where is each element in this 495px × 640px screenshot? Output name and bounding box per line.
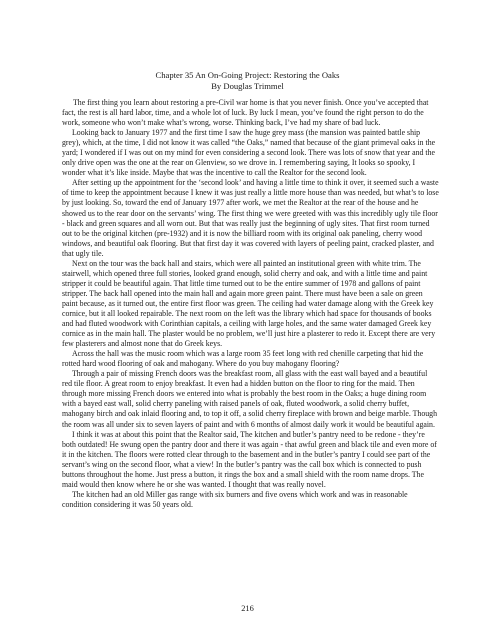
chapter-header [0, 70, 495, 92]
paragraph: Through a pair of missing French doors was the breakfast room, all glass with the east wall bayed and a beautiful red tile floor. A great room to enjoy breakfast. It even had a hidden button on the floor to ring for the maid. Then through more missing French doors we entered into what is probably the best room in the Oaks; a huge dining room with a bayed east wall, solid cherry paneling with raised panels of oak, fluted woodwork, a solid cherry buffet, mahogany birch and oak inlaid flooring and, to top it off, a solid cherry fireplace with brown and beige marble. Though the room was all under six to seven layers of paint and with 6 months of almost daily work it would be beautiful again. [62, 369, 438, 429]
paragraph: After setting up the appointment for the ‘second look’ and having a little time to think it over, it seemed such a waste of time to keep the appointment because I knew it was just really a little more house than was needed, but what’s to lose by just looking. So, toward the end of January 1977 after work, we met the Realtor at the rear of the house and he showed us to the rear door on the servants’ wing. The first thing we were greeted with was this incredibly ugly tile floor - black and green squares and all worn out. But that was really just the beginning of ugly sites. That first room turned out to be the original kitchen (pre-1932) and it is now the billiard room with its original oak paneling, cherry wood windows, and beautiful oak flooring. But that first day it was covered with layers of peeling paint, cracked plaster, and that ugly tile. [62, 178, 439, 258]
paragraph: Next on the tour was the back hall and stairs, which were all painted an institutional green with white trim. The stairwell, which opened three full stories, looked grand enough, solid cherry and oak, and with a little time and paint stripper it could be beautiful again. That little time turned out to be the entire summer of 1978 and gallons of paint stripper. The back hall opened into the main hall and again more green paint. There must have been a sale on green paint because, as it turned out, the entire first floor was green. The ceiling had water damage along with the Greek key cornice, but it all looked repairable. The next room on the left was the library which had space for thousands of books and had fluted woodwork with Corinthian capitals, a ceiling with large holes, and the same water damaged Greek key cornice as in the main hall. The plaster would be no problem, we’ll just hire a plasterer to redo it. Except there are very few plasterers and almost none that do Greek keys. [62, 258, 436, 349]
paragraph: I think it was at about this point that the Realtor said, The kitchen and butler’s pantry need to be redone - they’re both outdated! He swung open the pantry door and there it was again - that awful green and black tile and even more of it in the kitchen. The floors were rotted clear through to the basement and in the butler’s pantry I could see part of the servant’s wing on the second floor, what a view! In the butler’s pantry was the call box which is connected to push buttons throughout the home. Just press a button, it rings the box and a small shield with the room name drops. The maid would then know where he or she was wanted. I thought that was really novel. [62, 429, 437, 489]
paragraph: The kitchen had an old Miller gas range with six burners and five ovens which work and was in reasonable condition considering it was 50 years old. [62, 489, 408, 509]
chapter-body [62, 98, 439, 510]
paragraph: Across the hall was the music room which was a large room 35 feet long with red chenille carpeting that hid the rotted hard wood flooring of oak and mahogany. Where do you buy mahogany flooring? [62, 349, 424, 369]
paragraph: The first thing you learn about restoring a pre-Civil war home is that you never finish. Once you’ve accepted that fact, the rest is all hard labor, time, and a whole lot of luck. By luck I mean, you’ve found the right person to do the work, someone who won’t make what’s wrong, worse. Thinking back, I’ve had my share of bad luck. [62, 98, 429, 128]
chapter-title: Chapter 35 An On-Going Project: Restoring the Oaks [155, 70, 340, 80]
chapter-byline: By Douglas Trimmel [211, 81, 284, 91]
page-number: 216 [241, 604, 254, 613]
paragraph: Looking back to January 1977 and the first time I saw the huge grey mass (the mansion was painted battle ship grey), which, at the time, I did not know it was called “the Oaks,” named that because of the giant primeval oaks in the yard; I wondered if I was out on my mind for even considering a second look. There was lots of snow that year and the only drive open was the one at the rear on Glenview, so we drove in. I remembering saying, It looks so spooky, I wonder what it’s like inside. Maybe that was the incentive to call the Realtor for the second look. [62, 128, 436, 178]
